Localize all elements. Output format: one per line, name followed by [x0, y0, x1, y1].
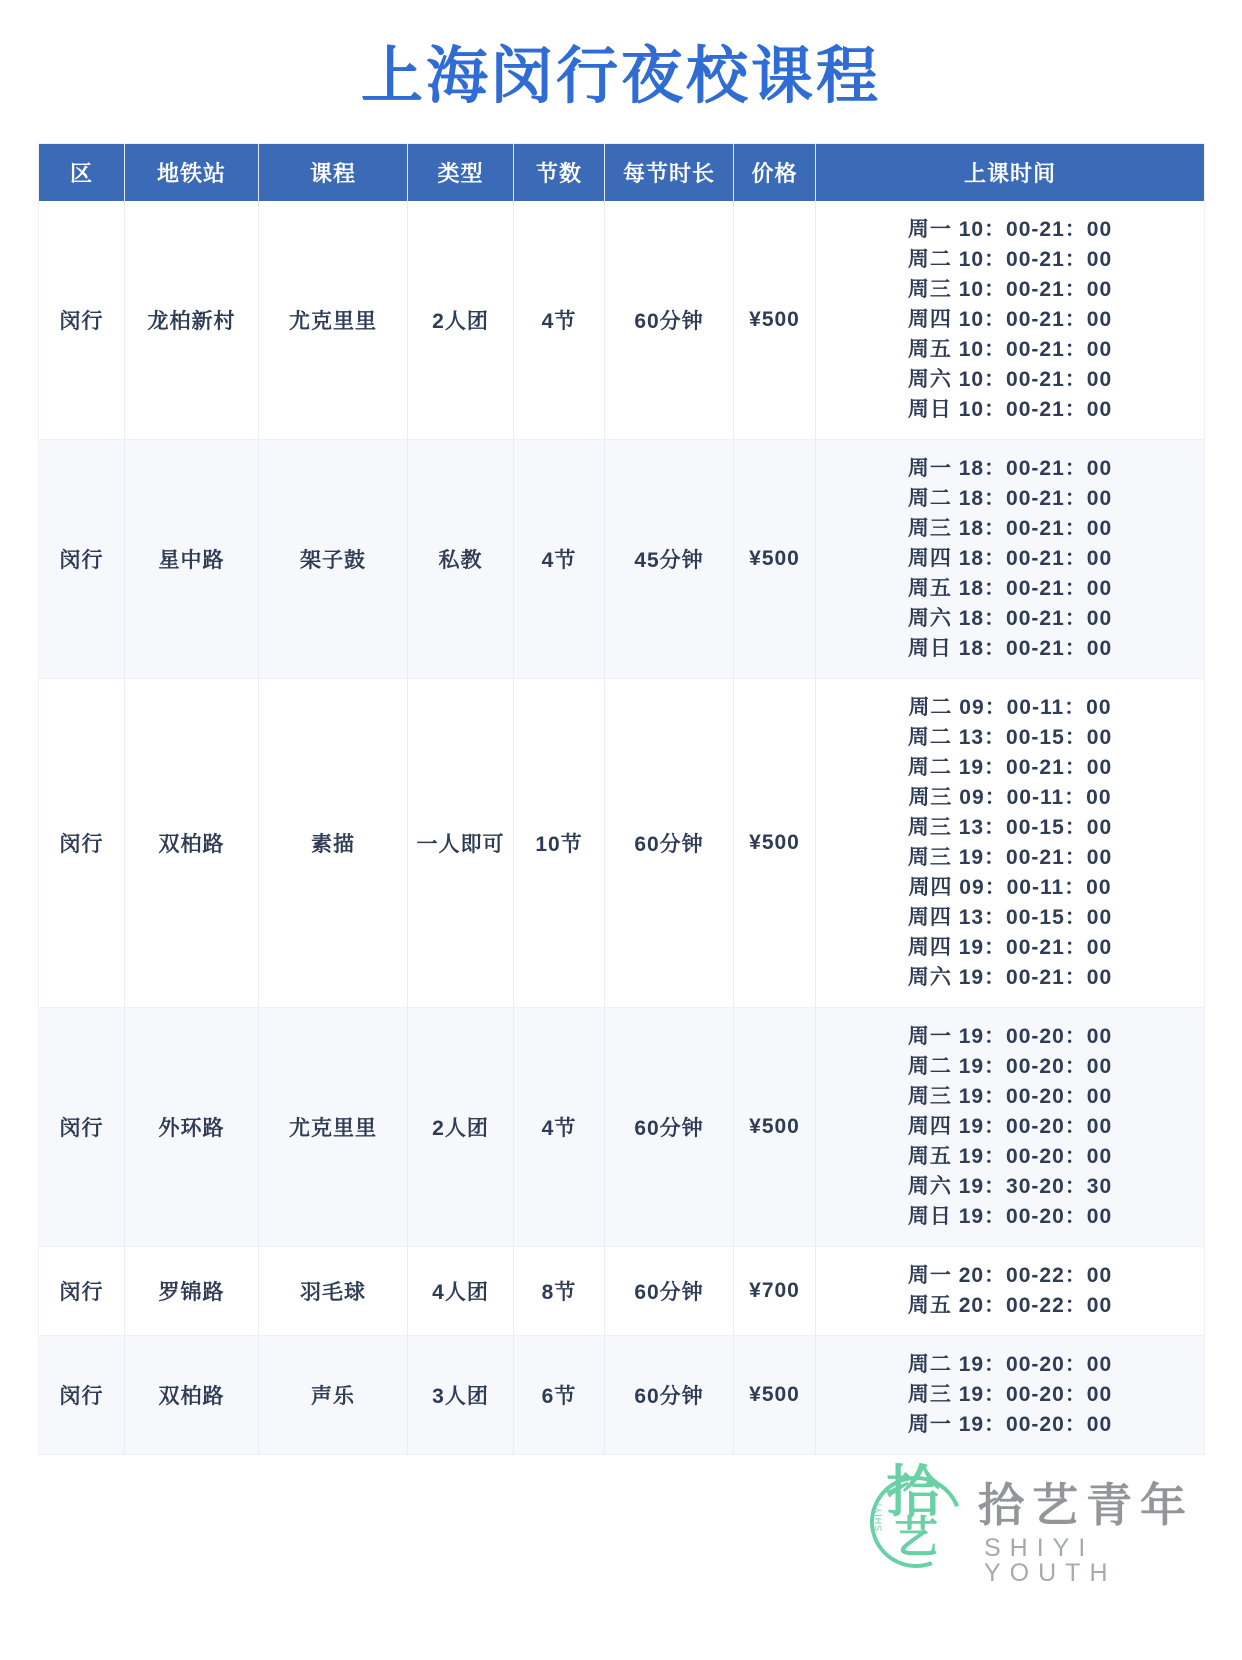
- time-slot: 周五 19：00-20：00: [907, 1144, 1113, 1168]
- cell-times: [816, 201, 1205, 440]
- table-header-row: [39, 144, 1205, 201]
- cell-district: 闵行: [39, 1335, 125, 1454]
- cell-district: 闵行: [39, 439, 125, 678]
- time-slot: 周六 18：00-21：00: [907, 606, 1113, 630]
- logo-vertical-text: SHIYI: [873, 1502, 884, 1532]
- time-slot: 周三 19：00-21：00: [907, 845, 1113, 869]
- time-slot: 周三 18：00-21：00: [907, 516, 1113, 540]
- column-header-7: 上课时间: [816, 144, 1205, 201]
- cell-course: 声乐: [259, 1335, 408, 1454]
- cell-type: 2人团: [408, 1007, 514, 1246]
- time-slot: 周一 19：00-20：00: [907, 1024, 1113, 1048]
- page-title: 上海闵行夜校课程: [360, 42, 881, 111]
- cell-type: 3人团: [408, 1335, 514, 1454]
- time-slot: 周三 09：00-11：00: [908, 785, 1112, 809]
- time-slot: 周二 19：00-20：00: [907, 1054, 1113, 1078]
- logo-char-shi: 拾: [886, 1460, 942, 1523]
- time-slot: 周六 19：00-21：00: [907, 965, 1113, 989]
- time-slot: 周一 10：00-21：00: [907, 217, 1113, 241]
- column-header-6: 价格: [734, 144, 816, 201]
- column-header-3: 类型: [408, 144, 514, 201]
- cell-course: 羽毛球: [259, 1246, 408, 1335]
- time-slot: 周二 13：00-15：00: [907, 725, 1113, 749]
- cell-price: ¥500: [734, 439, 816, 678]
- time-slot: 周日 10：00-21：00: [907, 397, 1113, 421]
- cell-duration: 60分钟: [605, 678, 734, 1007]
- cell-station: 罗锦路: [125, 1246, 259, 1335]
- cell-type: 私教: [408, 439, 514, 678]
- cell-course: 素描: [259, 678, 408, 1007]
- cell-duration: 60分钟: [605, 1246, 734, 1335]
- cell-duration: 60分钟: [605, 1007, 734, 1246]
- time-slot: 周六 10：00-21：00: [907, 367, 1113, 391]
- watermark-text-block: [978, 1468, 1242, 1586]
- cell-sessions: 4节: [514, 201, 605, 440]
- time-slot: 周一 19：00-20：00: [907, 1412, 1113, 1436]
- time-slot: 周二 19：00-20：00: [907, 1352, 1113, 1376]
- cell-type: 2人团: [408, 201, 514, 440]
- time-slot: 周四 10：00-21：00: [907, 307, 1113, 331]
- time-slot: 周二 10：00-21：00: [907, 247, 1113, 271]
- cell-district: 闵行: [39, 201, 125, 440]
- cell-price: ¥700: [734, 1246, 816, 1335]
- column-header-2: 课程: [259, 144, 408, 201]
- cell-duration: 45分钟: [605, 439, 734, 678]
- logo-char-yi: 艺: [894, 1513, 938, 1562]
- time-slot: 周四 19：00-20：00: [907, 1114, 1113, 1138]
- time-slot: 周二 19：00-21：00: [907, 755, 1113, 779]
- cell-station: 双柏路: [125, 678, 259, 1007]
- cell-type: 一人即可: [408, 678, 514, 1007]
- time-slot: 周五 18：00-21：00: [907, 576, 1113, 600]
- table-row: [39, 201, 1205, 440]
- cell-course: 尤克里里: [259, 1007, 408, 1246]
- time-slot: 周日 18：00-21：00: [907, 636, 1113, 660]
- cell-sessions: 4节: [514, 1007, 605, 1246]
- cell-times: [816, 1335, 1205, 1454]
- time-slot: 周五 20：00-22：00: [907, 1293, 1113, 1317]
- cell-station: 双柏路: [125, 1335, 259, 1454]
- cell-price: ¥500: [734, 678, 816, 1007]
- column-header-5: 每节时长: [605, 144, 734, 201]
- cell-station: 外环路: [125, 1007, 259, 1246]
- cell-times: [816, 1007, 1205, 1246]
- cell-price: ¥500: [734, 1335, 816, 1454]
- cell-duration: 60分钟: [605, 201, 734, 440]
- time-slot: 周一 20：00-22：00: [907, 1263, 1113, 1287]
- time-slot: 周五 10：00-21：00: [907, 337, 1113, 361]
- cell-station: 星中路: [125, 439, 259, 678]
- cell-price: ¥500: [734, 1007, 816, 1246]
- time-slot: 周六 19：30-20：30: [907, 1174, 1113, 1198]
- cell-district: 闵行: [39, 1246, 125, 1335]
- time-slot: 周四 18：00-21：00: [907, 546, 1113, 570]
- cell-district: 闵行: [39, 1007, 125, 1246]
- cell-sessions: 8节: [514, 1246, 605, 1335]
- table-row: [39, 1007, 1205, 1246]
- cell-duration: 60分钟: [605, 1335, 734, 1454]
- column-header-0: 区: [39, 144, 125, 201]
- time-slot: 周日 19：00-20：00: [907, 1204, 1113, 1228]
- time-slot: 周二 18：00-21：00: [907, 486, 1113, 510]
- watermark-name-cn: 拾艺青年: [978, 1479, 1194, 1531]
- cell-station: 龙柏新村: [125, 201, 259, 440]
- table-row: [39, 1246, 1205, 1335]
- cell-sessions: 6节: [514, 1335, 605, 1454]
- shiyi-logo-icon: [862, 1460, 962, 1572]
- time-slot: 周三 19：00-20：00: [907, 1084, 1113, 1108]
- cell-course: 架子鼓: [259, 439, 408, 678]
- time-slot: 周四 09：00-11：00: [908, 875, 1112, 899]
- time-slot: 周四 19：00-21：00: [907, 935, 1113, 959]
- time-slot: 周三 19：00-20：00: [907, 1382, 1113, 1406]
- cell-district: 闵行: [39, 678, 125, 1007]
- cell-times: [816, 1246, 1205, 1335]
- cell-sessions: 4节: [514, 439, 605, 678]
- column-header-1: 地铁站: [125, 144, 259, 201]
- time-slot: 周二 09：00-11：00: [908, 695, 1112, 719]
- cell-course: 尤克里里: [259, 201, 408, 440]
- watermark-name-en: SHIYI YOUTH: [984, 1534, 1117, 1587]
- cell-times: [816, 439, 1205, 678]
- cell-type: 4人团: [408, 1246, 514, 1335]
- time-slot: 周四 13：00-15：00: [907, 905, 1113, 929]
- cell-times: [816, 678, 1205, 1007]
- table-row: [39, 439, 1205, 678]
- table-row: [39, 678, 1205, 1007]
- cell-price: ¥500: [734, 201, 816, 440]
- table-row: [39, 1335, 1205, 1454]
- time-slot: 周三 10：00-21：00: [907, 277, 1113, 301]
- shiyi-youth-watermark: [862, 1460, 1242, 1587]
- time-slot: 周三 13：00-15：00: [907, 815, 1113, 839]
- course-schedule-table: [38, 143, 1205, 1455]
- column-header-4: 节数: [514, 144, 605, 201]
- cell-sessions: 10节: [514, 678, 605, 1007]
- time-slot: 周一 18：00-21：00: [907, 456, 1113, 480]
